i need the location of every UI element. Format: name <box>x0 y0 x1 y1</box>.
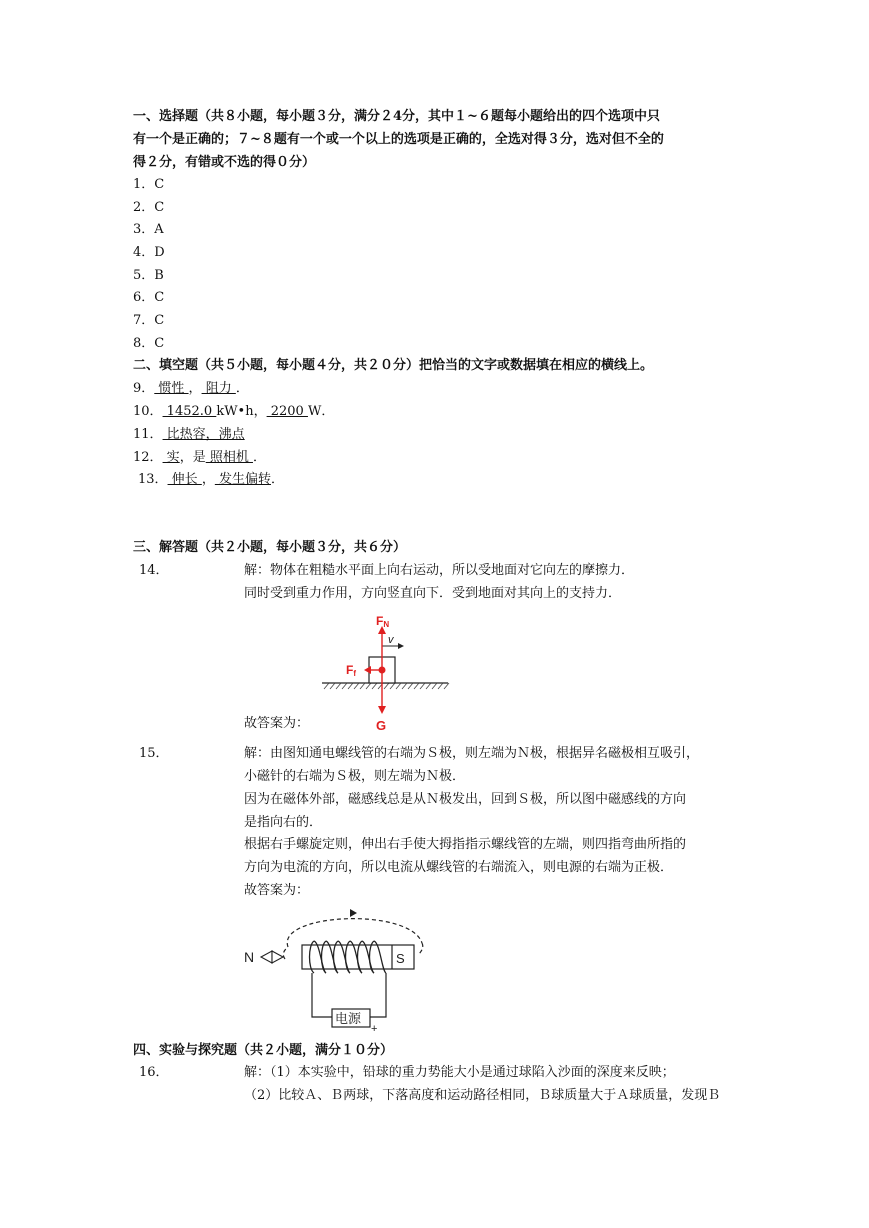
q9-number: 9． <box>133 381 155 396</box>
needle-n-pole: N <box>244 949 255 965</box>
q13-answer-2: 发生偏转 <box>214 472 271 487</box>
section1-title-line1: 一、选择题（共８小题，每小题３分，满分２4分，其中１~６题每小题给出的四个选项中只 <box>133 109 660 124</box>
field-line <box>287 919 422 947</box>
q12-mid: ，是 <box>179 450 206 465</box>
friction-label: Ff <box>346 663 357 678</box>
q14-answer-label: 故答案为： <box>244 716 310 731</box>
q16-line-1: 解：（1）本实验中，铅球的重力势能大小是通过球陷入沙面的深度来反映； <box>244 1065 675 1080</box>
q16-number: 16． <box>139 1065 169 1080</box>
q15-line-6: 方向为电流的方向，所以电流从螺线管的右端流入，则电源的右端为正极． <box>244 860 674 875</box>
q13-separator: ， <box>201 472 215 487</box>
question-12 <box>133 449 266 467</box>
q10-unit-2: W． <box>307 404 335 419</box>
solenoid-s-pole: S <box>396 951 405 966</box>
answer-4: 4．D <box>133 245 165 260</box>
velocity-arrow <box>398 643 404 649</box>
section2-title: 二、填空题（共５小题，每小题４分，共２０分）把恰当的文字或数据填在相应的横线上。 <box>133 358 654 373</box>
answer-7: 7．C <box>133 313 165 328</box>
answer-1: 1．C <box>133 177 165 192</box>
normal-force-label: FN <box>376 614 390 629</box>
q15-line-2: 小磁针的右端为Ｓ极，则左端为Ｎ极． <box>244 769 466 784</box>
answer-2: 2．C <box>133 200 165 215</box>
force-diagram <box>318 610 453 735</box>
q16-line-2: （2）比较Ａ、Ｂ两球，下落高度和运动路径相同，Ｂ球质量大于Ａ球质量，发现Ｂ <box>244 1088 721 1103</box>
q12-answer-2: 照相机 <box>205 450 253 465</box>
solenoid-diagram <box>240 905 440 1035</box>
question-9 <box>133 380 249 398</box>
q15-line-3: 因为在磁体外部，磁感线总是从Ｎ极发出，回到Ｓ极，所以图中磁感线的方向 <box>244 792 687 807</box>
q10-unit-1: kW•h， <box>216 404 267 419</box>
q13-answer-1: 伸长 <box>167 472 202 487</box>
friction-arrow <box>364 666 371 674</box>
q12-end: ． <box>252 450 266 465</box>
question-10 <box>133 403 334 421</box>
section3-title: 三、解答题（共２小题，每小题３分，共６分） <box>133 540 407 555</box>
gravity-label: G <box>376 718 387 733</box>
field-direction-arrow <box>350 909 357 917</box>
q15-line-5: 根据右手螺旋定则，伸出右手使大拇指指示螺线管的左端，则四指弯曲所指的 <box>244 837 687 852</box>
power-source-label: 电源 <box>335 1011 362 1026</box>
q12-number: 12． <box>133 450 163 465</box>
answer-5: 5．B <box>133 268 164 283</box>
q9-answer-1: 惯性 <box>154 381 189 396</box>
section1-title-line3: 得２分，有错或不选的得０分） <box>133 155 316 170</box>
q9-separator: ， <box>188 381 202 396</box>
q15-answer-label: 故答案为： <box>244 883 310 898</box>
q10-number: 10． <box>133 404 163 419</box>
q13-number: 13． <box>138 472 168 487</box>
q14-number: 14． <box>139 563 169 578</box>
section1-title-line2: 有一个是正确的；７~８题有一个或一个以上的选项是正确的，全选对得３分，选对但不全的 <box>133 132 664 147</box>
q12-answer-1: 实 <box>162 450 180 465</box>
q9-answer-2: 阻力 <box>201 381 236 396</box>
q10-answer-2: 2200 <box>266 404 308 419</box>
answer-3: 3．A <box>133 222 164 237</box>
positive-terminal: + <box>371 1023 378 1035</box>
q10-answer-1: 1452.0 <box>162 404 217 419</box>
ground-hatching <box>324 683 449 689</box>
compass-needle-right <box>272 951 283 963</box>
q9-end: ． <box>235 381 249 396</box>
q11-answer: 比热容，沸点 <box>162 427 245 442</box>
velocity-label: v <box>388 634 394 646</box>
answer-6: 6．C <box>133 290 165 305</box>
q15-line-1: 解：由图知通电螺线管的右端为Ｓ极，则左端为Ｎ极，根据异名磁极相互吸引， <box>244 746 700 761</box>
q15-line-4: 是指向右的． <box>244 815 323 830</box>
center-point <box>379 667 386 674</box>
wire-right <box>370 973 386 1017</box>
question-13 <box>138 471 284 489</box>
q14-line-2: 同时受到重力作用，方向竖直向下．受到地面对其向上的支持力． <box>244 586 622 601</box>
question-11 <box>133 426 245 444</box>
section4-title: 四、实验与探究题（共２小题，满分１０分） <box>133 1043 394 1058</box>
answer-8: 8．C <box>133 336 165 351</box>
q14-line-1: 解：物体在粗糙水平面上向右运动，所以受地面对它向左的摩擦力． <box>244 563 635 578</box>
compass-needle-left <box>261 951 272 963</box>
q11-number: 11． <box>133 427 163 442</box>
q13-end: ． <box>270 472 284 487</box>
gravity-arrow <box>378 706 386 714</box>
wire-left <box>312 973 332 1017</box>
q15-number: 15． <box>139 746 169 761</box>
